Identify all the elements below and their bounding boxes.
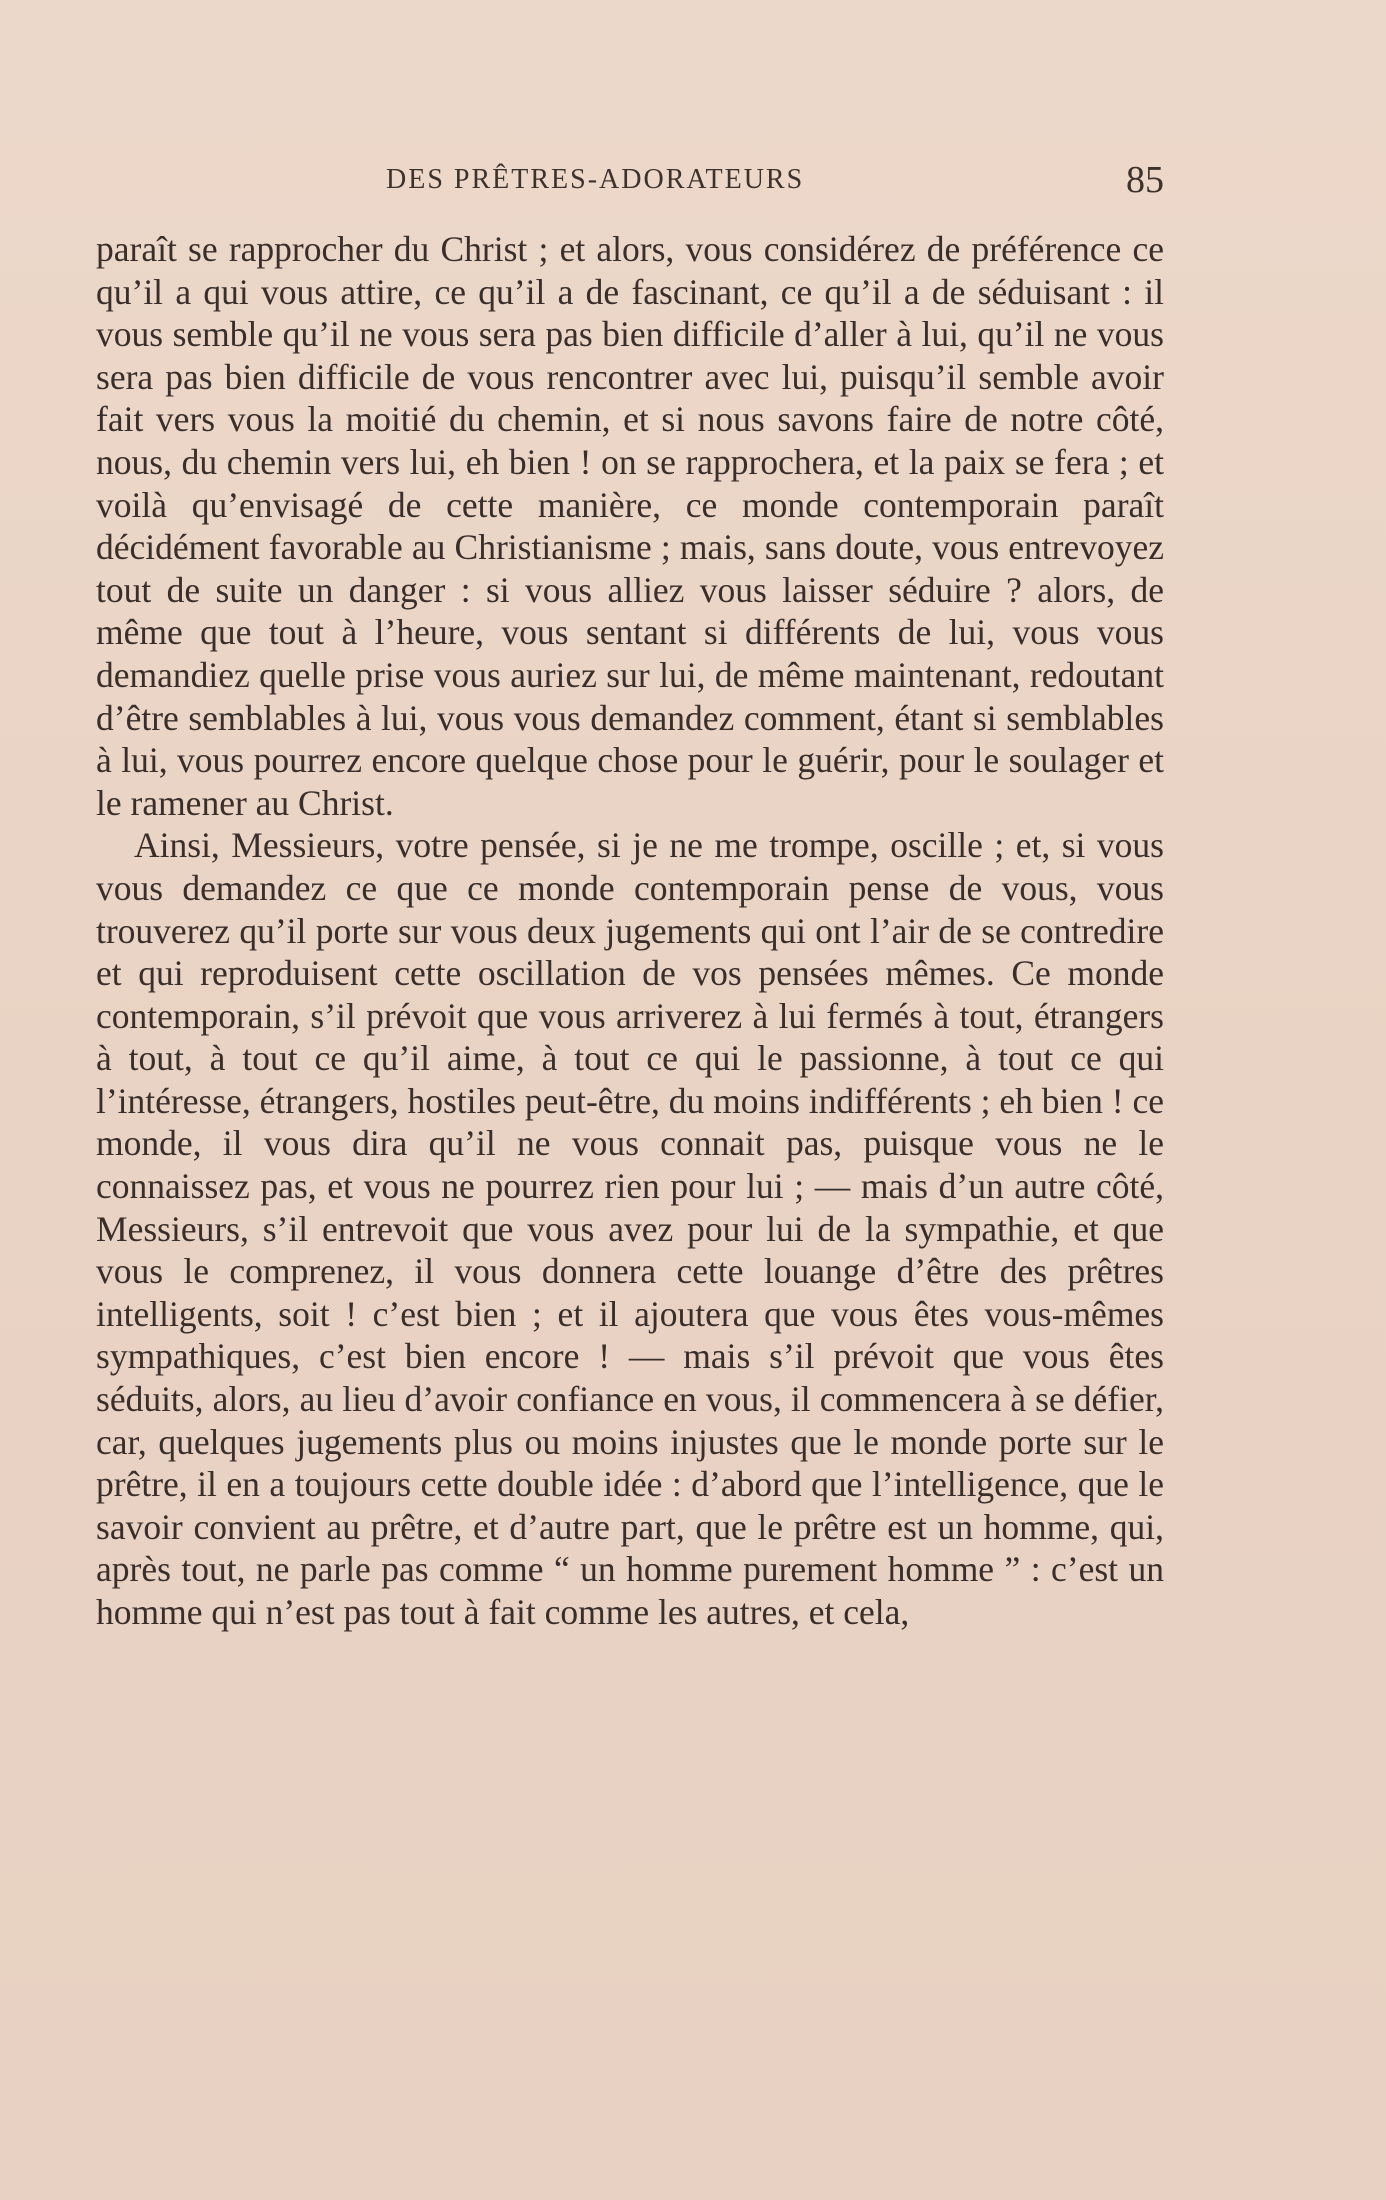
paragraph: paraît se rapprocher du Christ ; et alors, vous considérez de préférence ce qu’il a qui vous attire, ce qu’il a de fascinant, ce qu’il a de séduisant : il vous semble qu’il ne vous sera pas bien difficile d’aller à lui, qu’il ne vous sera pas bien difficile de vous rencontrer avec lui, puisqu’il semble avoir fait vers vous la moitié du chemin, et si nous savons faire de notre côté, nous, du chemin vers lui, eh bien ! on se rapprochera, et la paix se fera ; et voilà qu’envisagé de cette manière, ce monde contemporain paraît décidément favorable au Christianisme ; mais, sans doute, vous entrevoyez tout de suite un danger : si vous alliez vous laisser séduire ? alors, de même que tout à l’heure, vous sentant si différents de lui, vous vous demandiez quelle prise vous auriez sur lui, de même maintenant, redoutant d’être semblables à lui, vous vous demandez comment, étant si semblables à lui, vous pourrez encore quelque chose pour le guérir, pour le soulager et le ramener au Christ. xyxy=(96,229,1164,823)
body-text xyxy=(96,228,1164,1634)
page-number: 85 xyxy=(1126,159,1164,201)
running-title: DES PRÊTRES-ADORATEURS xyxy=(386,164,805,195)
page-header xyxy=(96,159,1164,206)
paragraph: Ainsi, Messieurs, votre pensée, si je ne me trompe, oscille ; et, si vous vous demandez ce que ce monde contemporain pense de vous, vous trouverez qu’il porte sur vous deux jugements qui ont l’air de se contredire et qui reproduisent cette oscillation de vos pensées mêmes. Ce monde contemporain, s’il prévoit que vous arriverez à lui fermés à tout, étrangers à tout, à tout ce qu’il aime, à tout ce qui le passionne, à tout ce qui l’intéresse, étrangers, hostiles peut-être, du moins indifférents ; eh bien ! ce monde, il vous dira qu’il ne vous connait pas, puisque vous ne le connaissez pas, et vous ne pourrez rien pour lui ; — mais d’un autre côté, Messieurs, s’il entrevoit que vous avez pour lui de la sympathie, et que vous le comprenez, il vous donnera cette louange d’être des prêtres intelligents, soit ! c’est bien ; et il ajoutera que vous êtes vous-mêmes sympathiques, c’est bien encore ! — mais s’il prévoit que vous êtes séduits, alors, au lieu d’avoir confiance en vous, il commencera à se défier, car, quelques jugements plus ou moins injustes que le monde porte sur le prêtre, il en a toujours cette double idée : d’abord que l’intelligence, que le savoir convient au prêtre, et d’autre part, que le prêtre est un homme, qui, après tout, ne parle pas comme “ un homme purement homme ” : c’est un homme qui n’est pas tout à fait comme les autres, et cela, xyxy=(96,825,1164,1632)
